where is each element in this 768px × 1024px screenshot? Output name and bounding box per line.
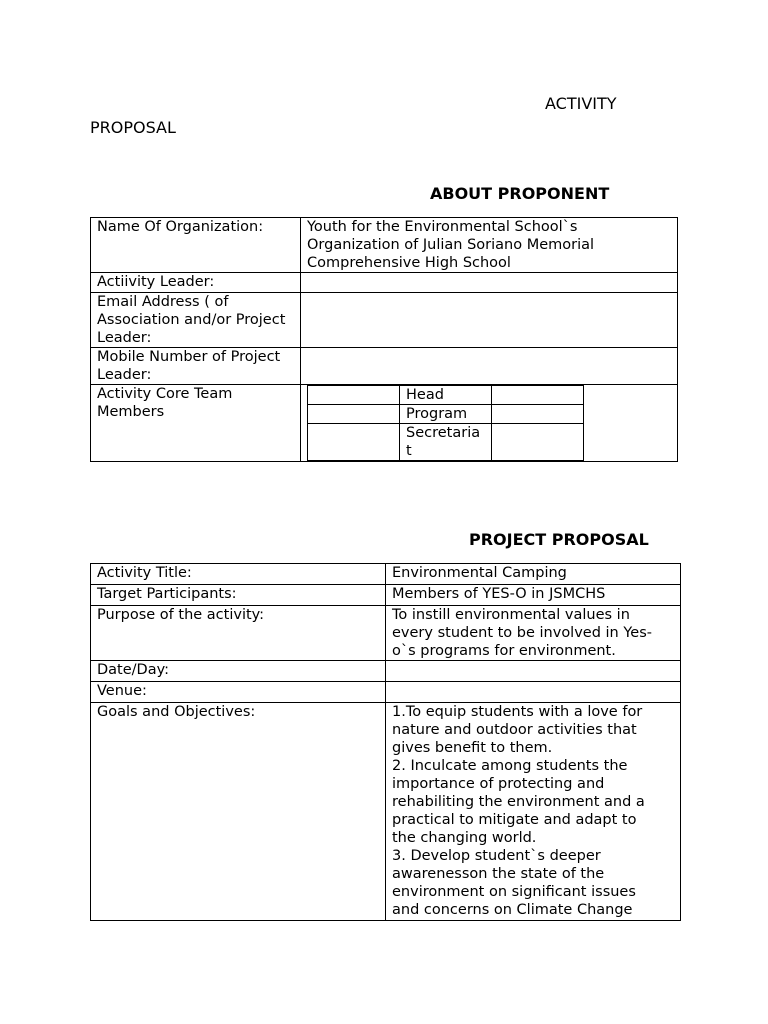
core-team-role: Program: [400, 405, 492, 424]
core-team-name: [308, 424, 400, 461]
table-row: [91, 348, 678, 385]
core-team-table: [307, 385, 584, 461]
activity-title-value: Environmental Camping: [386, 564, 681, 585]
date-day-label: Date/Day:: [91, 661, 386, 682]
date-day-value: [386, 661, 681, 682]
activity-leader-label: Actiivity Leader:: [91, 273, 301, 293]
table-row: [91, 606, 681, 661]
purpose-label: Purpose of the activity:: [91, 606, 386, 661]
venue-value: [386, 682, 681, 703]
table-row: [91, 585, 681, 606]
table-row: [91, 273, 678, 293]
activity-title-label: Activity Title:: [91, 564, 386, 585]
core-team-role: Head: [400, 386, 492, 405]
core-team-name: [308, 386, 400, 405]
org-name-value: Youth for the Environmental School`s Organization of Julian Soriano Memorial Comprehensive High School: [301, 218, 678, 273]
table-row: [308, 386, 584, 405]
table-row: [91, 564, 681, 585]
title-proposal: PROPOSAL: [90, 118, 176, 137]
about-proponent-heading: ABOUT PROPONENT: [430, 184, 610, 203]
table-row: [308, 405, 584, 424]
mobile-label: Mobile Number of Project Leader:: [91, 348, 301, 385]
core-team-label: Activity Core Team Members: [91, 385, 301, 462]
core-team-role: Secretaria t: [400, 424, 492, 461]
activity-leader-value: [301, 273, 678, 293]
purpose-value: To instill environmental values in every student to be involved in Yes- o`s programs for environment.: [386, 606, 681, 661]
table-row: [308, 424, 584, 461]
core-team-cell: [301, 385, 678, 462]
core-team-extra: [492, 386, 584, 405]
title-activity: ACTIVITY: [545, 94, 617, 113]
org-name-label: Name Of Organization:: [91, 218, 301, 273]
target-participants-label: Target Participants:: [91, 585, 386, 606]
core-team-extra: [492, 405, 584, 424]
table-row: [91, 703, 681, 921]
about-proponent-table: [90, 217, 678, 462]
table-row: [91, 218, 678, 273]
project-proposal-table: [90, 563, 681, 921]
venue-label: Venue:: [91, 682, 386, 703]
goals-value: 1.To equip students with a love for nature and outdoor activities that gives benefit to them. 2. Inculcate among students the importance of protecting and rehabiliting the environment and a practical to mitigate and adapt to the changing world. 3. Develop student`s deeper awarenesson the state of the environment on significant issues and concerns on Climate Change: [386, 703, 681, 921]
target-participants-value: Members of YES-O in JSMCHS: [386, 585, 681, 606]
goals-label: Goals and Objectives:: [91, 703, 386, 921]
mobile-value: [301, 348, 678, 385]
project-proposal-heading: PROJECT PROPOSAL: [469, 530, 649, 549]
table-row: [91, 661, 681, 682]
table-row: [91, 293, 678, 348]
email-value: [301, 293, 678, 348]
table-row: [91, 385, 678, 462]
email-label: Email Address ( of Association and/or Project Leader:: [91, 293, 301, 348]
table-row: [91, 682, 681, 703]
core-team-extra: [492, 424, 584, 461]
core-team-name: [308, 405, 400, 424]
